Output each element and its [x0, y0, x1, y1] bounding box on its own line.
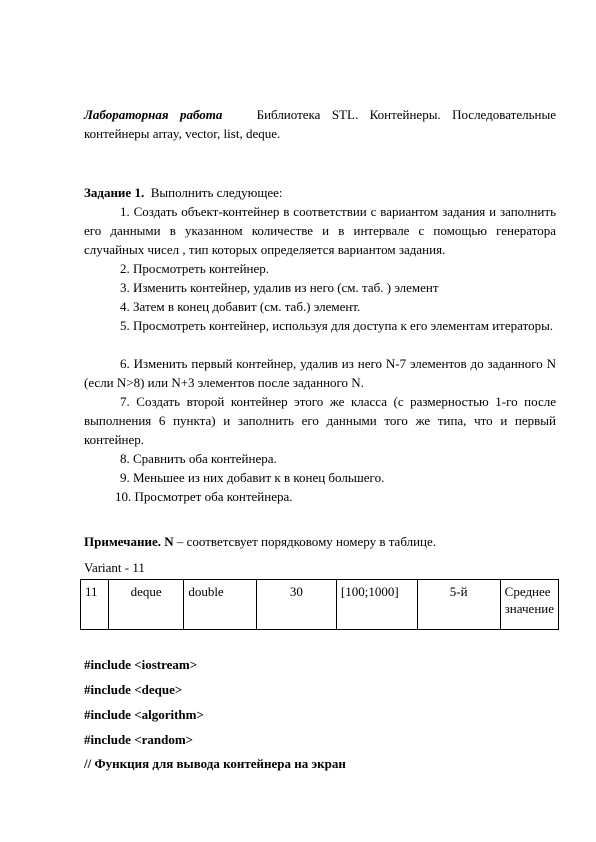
code-line-1: #include <iostream> — [84, 657, 198, 672]
variant-label: Variant - 11 — [84, 560, 145, 575]
task-item-7: 7. Создать второй контейнер этого же класса (с размерностью 1-го после выполнения 6 пункта) и заполнить его данными того же типа, что и первый контейнер. — [84, 394, 556, 447]
table-cell-interval: [100;1000] — [336, 580, 417, 630]
table-cell-type: double — [184, 580, 257, 630]
lab-title-text: Библиотека STL. Контейнеры. Последовательные контейнеры array, vector, list, deque. — [84, 107, 556, 141]
code-line-5: // Функция для вывода контейнера на экран — [84, 756, 346, 771]
task-item-2: 2. Просмотреть контейнер. — [120, 261, 270, 276]
note — [84, 532, 436, 551]
task-intro: Выполнить следующее: — [150, 185, 283, 200]
code-line-3: #include <algorithm> — [84, 707, 204, 722]
table-cell-container: deque — [108, 580, 183, 630]
task-item-8: 8. Сравнить оба контейнера. — [120, 451, 277, 466]
note-text: – соответсвует порядковому номеру в таблице. — [173, 534, 437, 549]
table-cell-number: 11 — [81, 580, 109, 630]
lab-title-prefix: Лабораторная работа — [84, 107, 223, 122]
lab-title — [84, 105, 556, 143]
table-cell-count: 30 — [256, 580, 336, 630]
task-label: Задание 1. — [84, 185, 145, 200]
task-item-3: 3. Изменить контейнер, удалив из него (см. таб. ) элемент — [120, 280, 439, 295]
variant-table — [80, 579, 559, 630]
note-label: Примечание. N — [84, 534, 174, 549]
task-item-9: 9. Меньшее из них добавит к в конец большего. — [120, 470, 385, 485]
task-item-10: 10. Просмотрет оба контейнера. — [115, 489, 293, 504]
code-line-4: #include <random> — [84, 732, 194, 747]
table-row — [81, 580, 559, 630]
task-item-1: 1. Создать объект-контейнер в соответствии с вариантом задания и заполнить его данными в указанном количестве и в интервале с помощью генератора случайных чисел , тип которых определяется вариантом задания. — [84, 204, 556, 257]
task-item-6: 6. Изменить первый контейнер, удалив из него N-7 элементов до заданного N (если N>8) или N+3 элементов после заданного N. — [84, 356, 556, 390]
table-cell-add: Среднее значение — [500, 580, 558, 630]
task-heading — [84, 183, 283, 202]
task-item-4: 4. Затем в конец добавит (см. таб.) элемент. — [120, 299, 361, 314]
task-item-5: 5. Просмотреть контейнер, используя для доступа к его элементам итераторы. — [120, 318, 554, 333]
table-cell-remove: 5-й — [417, 580, 500, 630]
code-line-2: #include <deque> — [84, 682, 183, 697]
